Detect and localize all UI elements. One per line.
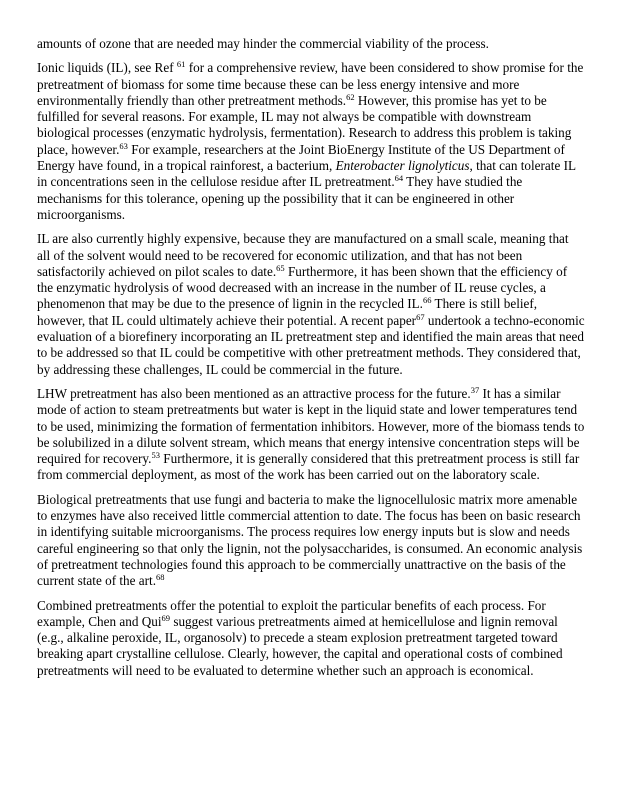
citation-ref: 61 xyxy=(176,59,186,70)
citation-ref: 63 xyxy=(119,140,128,151)
text-run: Combined pretreatments offer the potential to exploit the particular benefits of each process. For example, Chen and Qui xyxy=(37,597,546,629)
citation-ref: 53 xyxy=(151,450,160,461)
text-run: IL are also currently highly expensive, because they are manufactured on a small scale, meaning that all of the solvent would need to be recovered for economic utilization, and that has not been satisfactorily achieved on pilot scales to date. xyxy=(37,231,569,279)
text-run: undertook a techno-economic evaluation of a biorefinery incorporating an IL pretreatment step and identified the main areas that need to be addressed so that IL could be competitive with other pretreatment methods. They considered that, by addressing these challenges, IL could be commercial in the future. xyxy=(37,312,585,377)
text-run: , that can tolerate IL in concentrations seen in the cellulose residue after IL pretreatment. xyxy=(37,158,576,190)
citation-ref: 67 xyxy=(416,311,425,322)
text-run: for a comprehensive review, have been considered to show promise for the pretreatment of biomass for some time because these can be less energy intensive and more environmentally friendly than other pretreatment methods. xyxy=(37,60,584,108)
text-run: Biological pretreatments that use fungi and bacteria to make the lignocellulosic matrix more amenable to enzymes have also received little commercial attention to date. The focus has been on basic research in identifying suitable microorganisms. The process requires low energy inputs but is slow and needs careful engineering so that only the lignin, not the polysaccharides, is consumed. An economic analysis of pretreatment technologies found this approach to be commercially unattractive on the basis of the current state of the art. xyxy=(37,491,583,589)
text-run: Furthermore, it has been shown that the efficiency of the enzymatic hydrolysis of wood decreased with an increase in the number of IL reuse cycles, a phenomenon that may be due to the presence of lignin in the recycled IL. xyxy=(37,263,568,312)
text-run: However, this promise has yet to be fulfilled for several reasons. For example, IL may not always be compatible with downstream biological processes (enzymatic hydrolysis, fermentation). Research to address this problem is taking place, however. xyxy=(37,92,572,157)
text-run: LHW pretreatment has also been mentioned as an attractive process for the future. xyxy=(37,385,471,401)
text-run: They have studied the mechanisms for this tolerance, opening up the possibility that it can be engineered in other microorganisms. xyxy=(37,174,523,222)
citation-ref: 64 xyxy=(394,173,404,184)
paragraph-2 xyxy=(37,231,585,378)
text-run: For example, researchers at the Joint BioEnergy Institute of the US Department of Energy have found, in a tropical rainforest, a bacterium, xyxy=(37,141,565,174)
citation-ref: 62 xyxy=(346,91,355,102)
text-run: There is still belief, however, that IL could ultimately achieve their potential. A recent paper xyxy=(37,296,538,328)
text-run: suggest various pretreatments aimed at hemicellulose and lignin removal (e.g., alkaline peroxide, IL, organosolv) to precede a steam explosion pretreatment targeted toward breaking apart crystalline cellulose. Clearly, however, the capital and operational costs of combined pretreatments will need to be evaluated to determine whether such an approach is economical. xyxy=(37,613,563,678)
paragraph-4 xyxy=(37,492,585,590)
text-run: Furthermore, it is generally considered that this pretreatment process is still far from commercial deployment, as most of the work has been carried out on the laboratory scale. xyxy=(37,451,580,483)
citation-ref: 68 xyxy=(156,572,165,583)
document-page xyxy=(37,36,585,687)
citation-ref: 65 xyxy=(276,262,285,273)
paragraph-5 xyxy=(37,598,585,679)
paragraph-1 xyxy=(37,60,585,223)
paragraph-3 xyxy=(37,386,585,484)
text-run: amounts of ozone that are needed may hinder the commercial viability of the process. xyxy=(37,36,489,51)
citation-ref: 37 xyxy=(470,384,480,395)
citation-ref: 66 xyxy=(422,295,432,306)
paragraph-0 xyxy=(37,36,585,52)
citation-ref: 69 xyxy=(161,612,171,623)
text-run: Ionic liquids (IL), see Ref xyxy=(37,60,177,76)
text-run: It has a similar mode of action to steam pretreatments but water is kept in the liquid state and lower temperatures tend to be used, minimizing the formation of fermentation inhibitors. However, more of the biomass tends to be solubilized in a dilute solvent stream, which means that energy intensive concentration steps will be required for recovery. xyxy=(37,385,585,467)
italic-term: Enterobacter lignolyticus xyxy=(335,158,470,174)
